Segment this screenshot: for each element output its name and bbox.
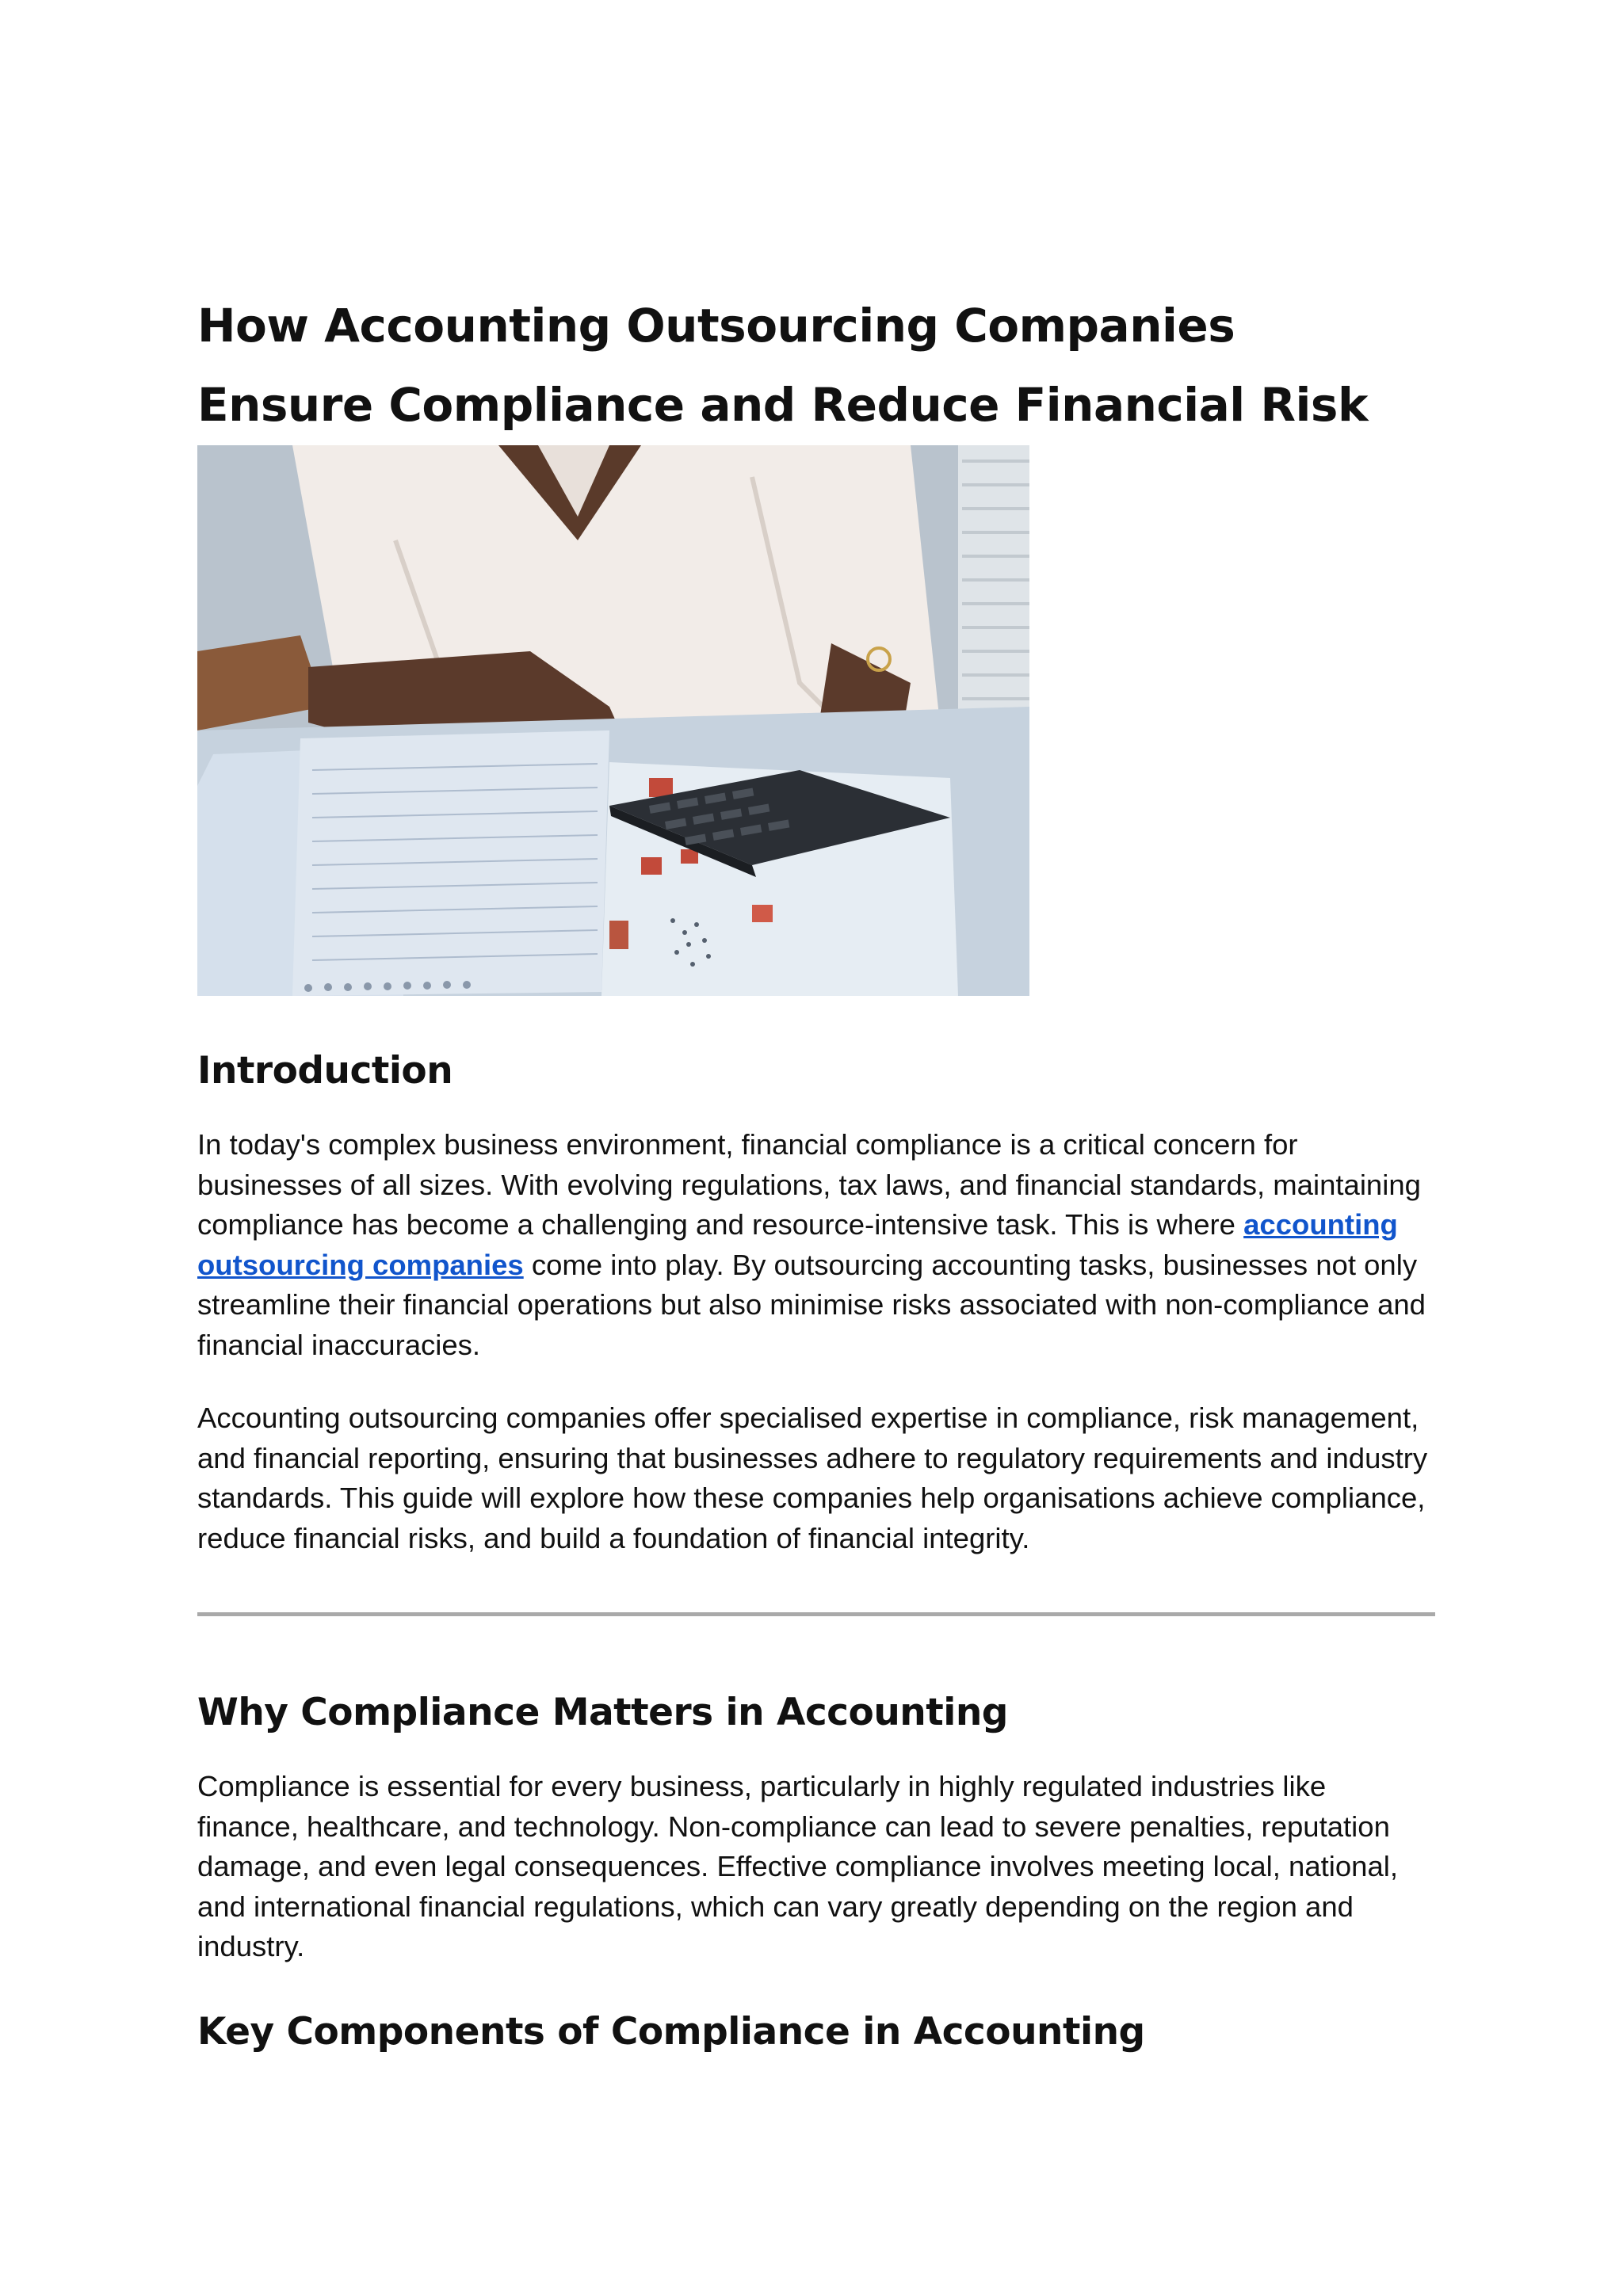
photo-person-using-calculator	[197, 445, 1029, 996]
introduction-paragraph-2: Accounting outsourcing companies offer specialised expertise in compliance, risk management, and financial reporting, ensuring that businesses adhere to regulatory requirements and industry standards. This guide will explore how these companies help organisations achieve compliance, reduce financial risks, and build a foundation of financial integrity.	[197, 1402, 1428, 1554]
key-components-heading: Key Components of Compliance in Accounting	[197, 2009, 1145, 2054]
title-line-2: Ensure Compliance and Reduce Financial Risk	[197, 378, 1369, 432]
introduction-heading: Introduction	[197, 1049, 453, 1093]
why-compliance-paragraph: Compliance is essential for every business, particularly in highly regulated industries like finance, healthcare, and technology. Non-compliance can lead to severe penalties, reputation damage, and even legal consequences. Effective compliance involves meeting local, national, and international financial regulations, which can vary greatly depending on the region and industry.	[197, 1770, 1399, 1962]
introduction-paragraph-1	[197, 1125, 1434, 1365]
hero-image	[197, 445, 1029, 996]
document-content	[197, 285, 1434, 2056]
title-line-1: How Accounting Outsourcing Companies	[197, 299, 1235, 353]
section-divider	[197, 1612, 1435, 1616]
accounting-outsourcing-companies-link[interactable]: accounting outsourcing companies	[197, 1208, 1398, 1281]
page-title	[197, 285, 1434, 445]
introduction-p1-text-before: In today's complex business environment, financial compliance is a critical concern for businesses of all sizes. With evolving regulations, tax laws, and financial standards, maintaining compliance has become a challenging and resource-intensive task. This is where	[197, 1128, 1421, 1241]
why-compliance-heading: Why Compliance Matters in Accounting	[197, 1691, 1008, 1734]
introduction-p1-text-after: come into play. By outsourcing accounting tasks, businesses not only streamline their financial operations but also minimise risks associated with non-compliance and financial inaccuracies.	[197, 1248, 1426, 1361]
